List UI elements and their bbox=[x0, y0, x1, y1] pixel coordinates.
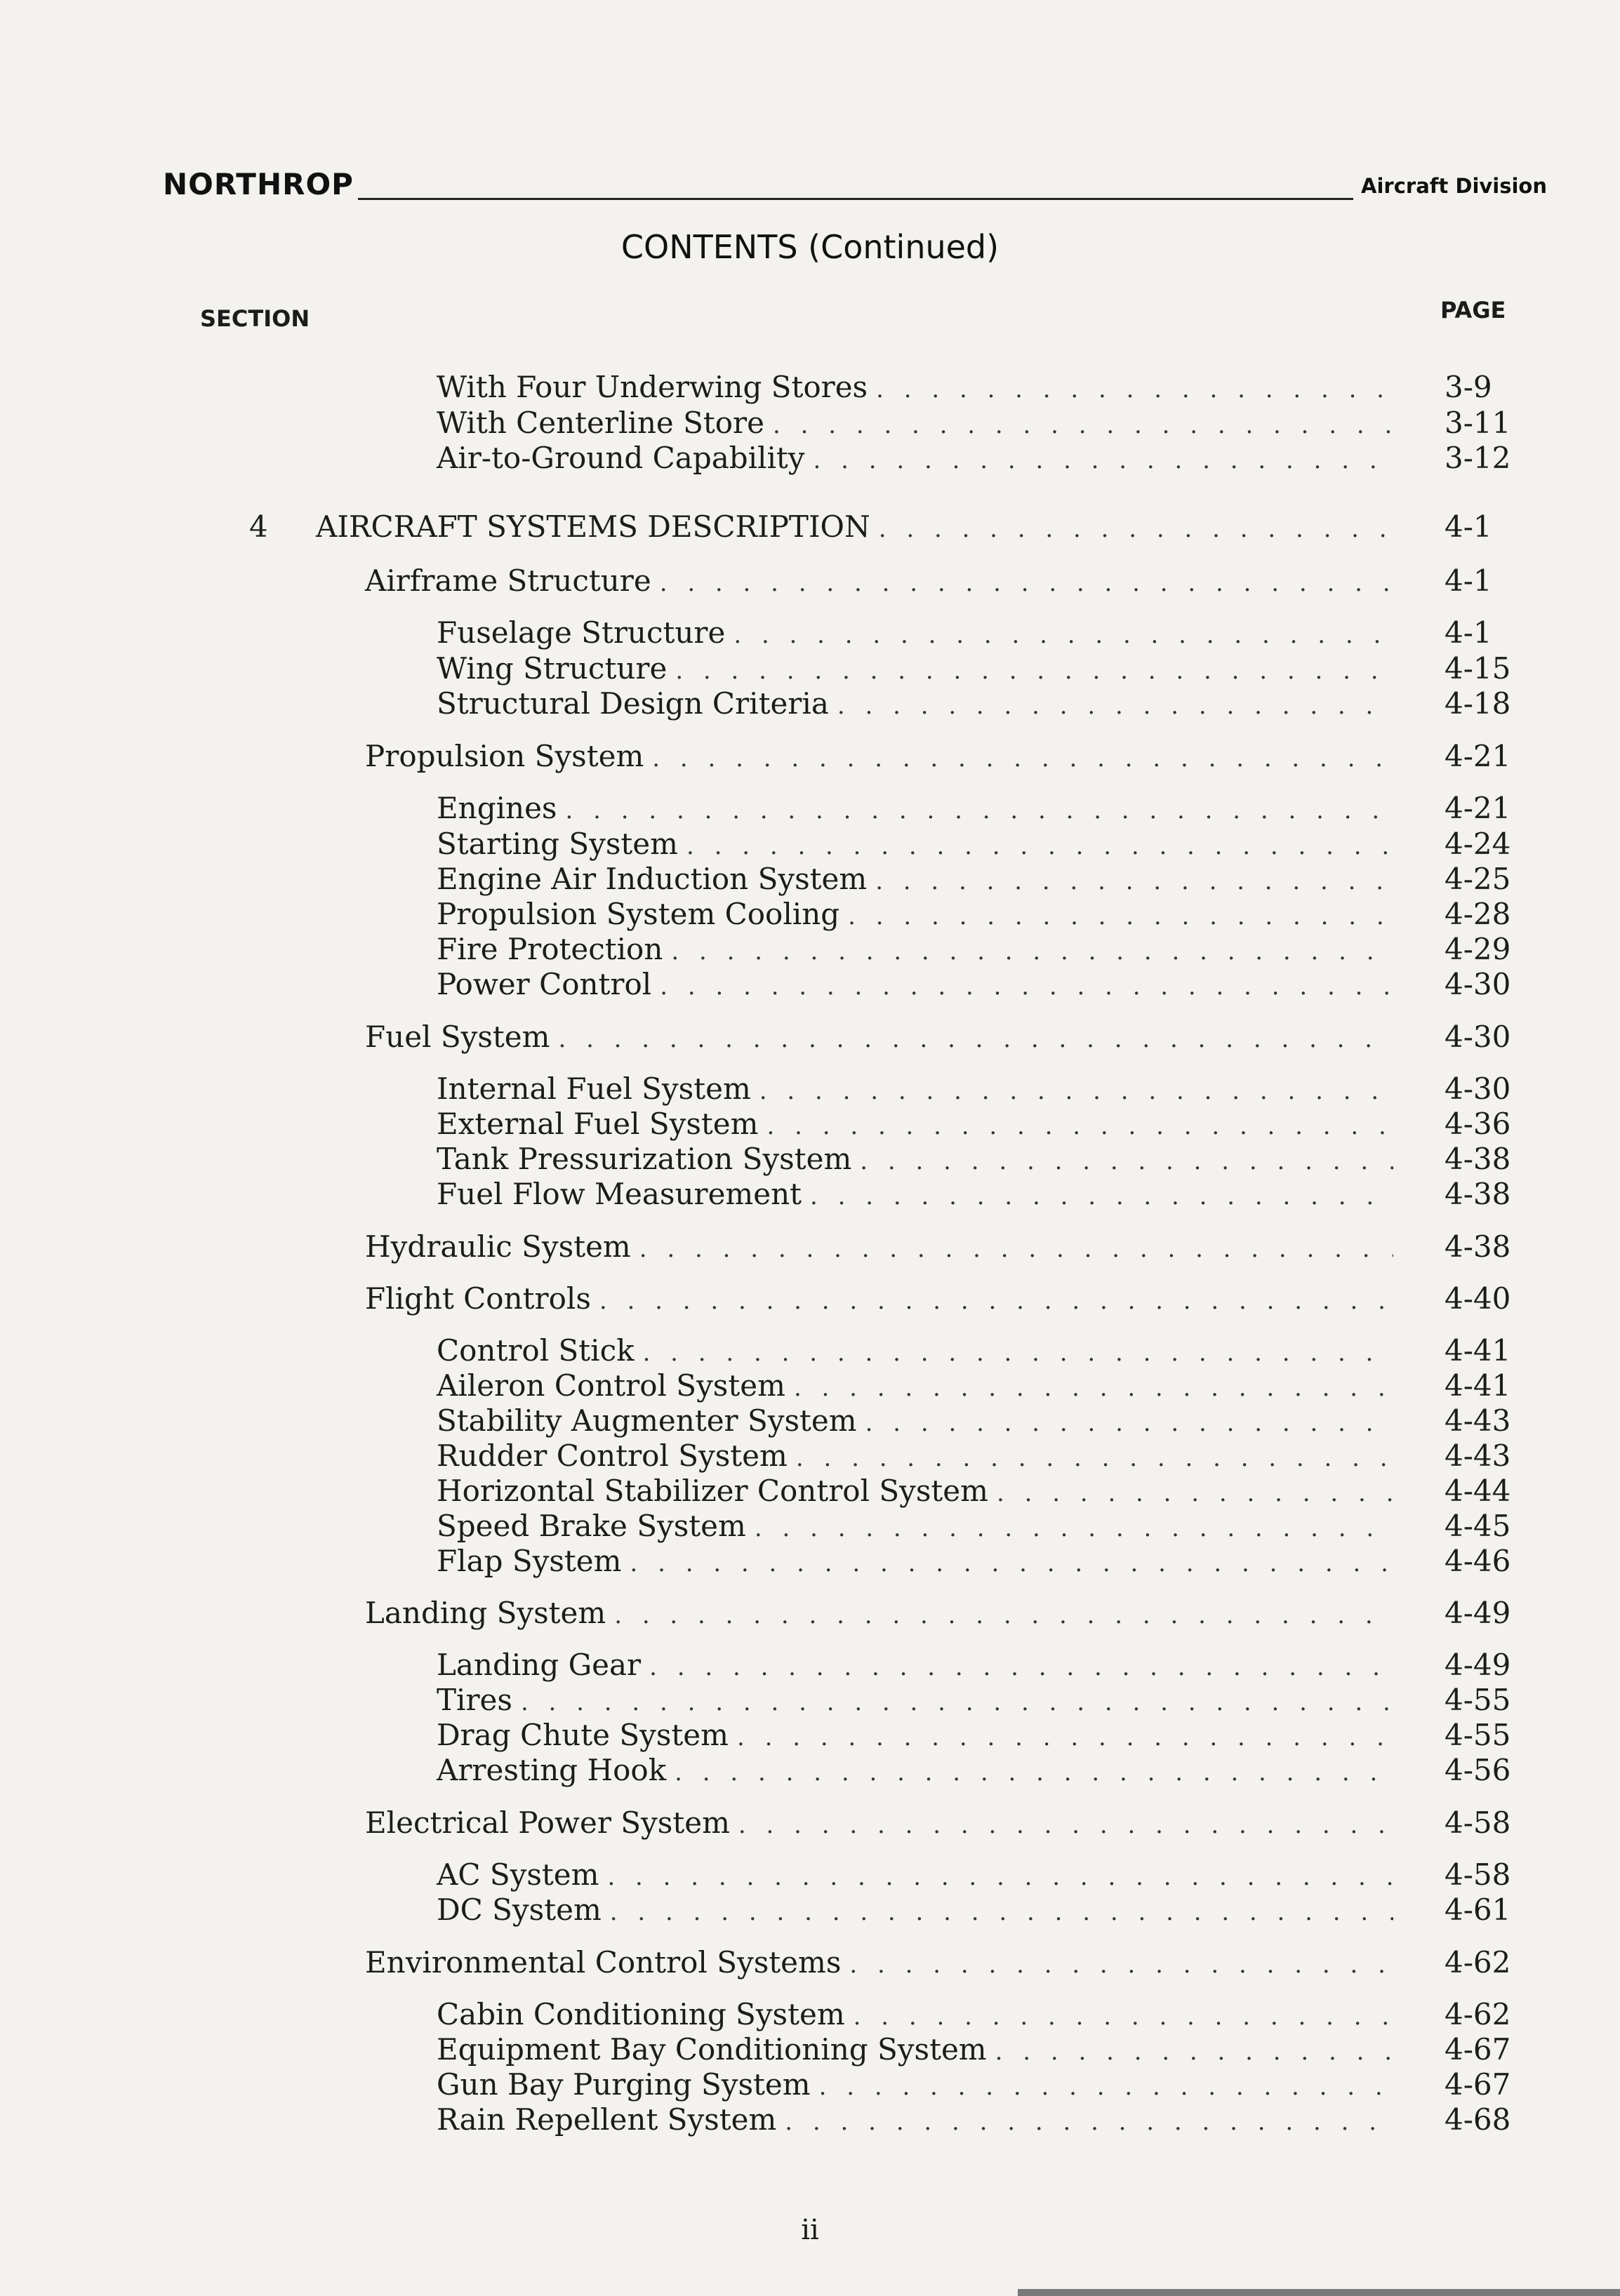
toc-entry-label: Environmental Control Systems bbox=[365, 1945, 842, 1980]
toc-entry bbox=[437, 686, 1393, 721]
toc-dot-leader bbox=[997, 1476, 1393, 1511]
toc-entry bbox=[365, 1596, 1393, 1631]
toc-page-number: 4-68 bbox=[1445, 2102, 1511, 2137]
toc-page-number: 4-1 bbox=[1445, 615, 1492, 650]
toc-page-number: 4-45 bbox=[1445, 1509, 1511, 1543]
toc-dot-leader bbox=[652, 741, 1393, 776]
toc-entry bbox=[437, 441, 1393, 476]
toc-page-number: 4-30 bbox=[1445, 1072, 1511, 1106]
toc-page-number: 4-55 bbox=[1445, 1683, 1511, 1717]
toc-dot-leader bbox=[610, 1895, 1393, 1930]
toc-entry bbox=[437, 827, 1393, 862]
toc-dot-leader bbox=[660, 566, 1393, 601]
toc-entry-label: Propulsion System bbox=[365, 739, 644, 773]
toc-entry-label: Fuel Flow Measurement bbox=[437, 1177, 802, 1211]
toc-page-number: 4-62 bbox=[1445, 1997, 1511, 2031]
toc-entry-label: Fire Protection bbox=[437, 932, 663, 966]
toc-dot-leader bbox=[854, 1999, 1393, 2034]
toc-entry bbox=[437, 1648, 1393, 1683]
toc-dot-leader bbox=[794, 1370, 1393, 1406]
toc-dot-leader bbox=[814, 443, 1393, 478]
toc-entry-label: AIRCRAFT SYSTEMS DESCRIPTION bbox=[316, 509, 870, 544]
toc-page-number: 4-46 bbox=[1445, 1544, 1511, 1578]
toc-dot-leader bbox=[675, 1755, 1393, 1790]
toc-entry bbox=[437, 932, 1393, 967]
toc-entry-label: Propulsion System Cooling bbox=[437, 897, 840, 931]
toc-page-number: 4-43 bbox=[1445, 1403, 1511, 1438]
toc-page-number: 3-9 bbox=[1445, 370, 1492, 404]
toc-dot-leader bbox=[773, 408, 1393, 443]
toc-page-number: 4-62 bbox=[1445, 1945, 1511, 1980]
toc-page-number: 4-67 bbox=[1445, 2067, 1511, 2102]
toc-entry bbox=[365, 563, 1393, 599]
toc-dot-leader bbox=[819, 2069, 1393, 2104]
header-rule bbox=[358, 198, 1353, 200]
page-folio: ii bbox=[801, 2214, 819, 2246]
toc-entry bbox=[365, 1229, 1393, 1264]
toc-dot-leader bbox=[837, 688, 1393, 723]
toc-dot-leader bbox=[737, 1720, 1393, 1755]
toc-entry bbox=[437, 1072, 1393, 1107]
toc-dot-leader bbox=[738, 1808, 1393, 1843]
toc-dot-leader bbox=[849, 1947, 1393, 1982]
toc-page-number: 4-38 bbox=[1445, 1229, 1511, 1264]
toc-dot-leader bbox=[607, 1860, 1393, 1895]
toc-entry-label: Tires bbox=[437, 1683, 512, 1717]
toc-dot-leader bbox=[848, 899, 1393, 934]
toc-entry bbox=[437, 1177, 1393, 1212]
toc-page-number: 4-38 bbox=[1445, 1177, 1511, 1211]
toc-page-number: 4-44 bbox=[1445, 1474, 1511, 1508]
toc-entry-label: Arresting Hook bbox=[437, 1753, 667, 1787]
toc-page-number: 4-38 bbox=[1445, 1142, 1511, 1176]
toc-page-number: 4-18 bbox=[1445, 686, 1511, 721]
toc-entry-label: Tank Pressurization System bbox=[437, 1142, 852, 1176]
section-column-heading: SECTION bbox=[200, 305, 310, 332]
toc-dot-leader bbox=[599, 1283, 1393, 1319]
toc-entry-label: Stability Augmenter System bbox=[437, 1403, 857, 1438]
toc-entry bbox=[437, 791, 1393, 826]
toc-dot-leader bbox=[643, 1335, 1393, 1370]
toc-dot-leader bbox=[686, 829, 1393, 864]
toc-dot-leader bbox=[796, 1441, 1393, 1476]
toc-entry-label: Rudder Control System bbox=[437, 1439, 788, 1473]
toc-dot-leader bbox=[558, 1022, 1393, 1057]
toc-page-number: 4-21 bbox=[1445, 739, 1511, 773]
toc-page-number: 4-15 bbox=[1445, 651, 1511, 686]
toc-entry-label: Engines bbox=[437, 791, 557, 825]
toc-entry-label: Internal Fuel System bbox=[437, 1072, 751, 1106]
toc-entry-label: Flap System bbox=[437, 1544, 622, 1578]
toc-entry-label: Horizontal Stabilizer Control System bbox=[437, 1474, 988, 1508]
toc-page-number: 4-24 bbox=[1445, 827, 1511, 861]
toc-dot-leader bbox=[876, 372, 1393, 407]
toc-page-number: 4-29 bbox=[1445, 932, 1511, 966]
toc-page-number: 4-49 bbox=[1445, 1596, 1511, 1630]
toc-entry bbox=[437, 1142, 1393, 1177]
toc-entry-label: Wing Structure bbox=[437, 651, 668, 686]
toc-page-number: 4-49 bbox=[1445, 1648, 1511, 1682]
toc-entry bbox=[437, 370, 1393, 405]
toc-page-number: 4-43 bbox=[1445, 1439, 1511, 1473]
toc-entry bbox=[249, 509, 1393, 545]
toc-entry-label: Electrical Power System bbox=[365, 1806, 730, 1840]
toc-dot-leader bbox=[630, 1546, 1393, 1581]
division-label: Aircraft Division bbox=[1361, 174, 1547, 198]
toc-entry-label: Control Stick bbox=[437, 1333, 635, 1368]
toc-entry-label: Engine Air Induction System bbox=[437, 862, 868, 896]
toc-page-number: 4-36 bbox=[1445, 1107, 1511, 1141]
toc-page-number: 4-25 bbox=[1445, 862, 1511, 896]
toc-page-number: 3-11 bbox=[1445, 406, 1511, 440]
toc-dot-leader bbox=[733, 618, 1393, 653]
company-brand: NORTHROP bbox=[163, 167, 354, 201]
toc-page-number: 4-28 bbox=[1445, 897, 1511, 931]
toc-entry bbox=[437, 615, 1393, 650]
toc-entry-label: Gun Bay Purging System bbox=[437, 2067, 811, 2102]
toc-dot-leader bbox=[875, 864, 1393, 899]
toc-entry bbox=[365, 1945, 1393, 1980]
toc-entry bbox=[437, 1439, 1393, 1474]
toc-page-number: 4-41 bbox=[1445, 1333, 1511, 1368]
toc-entry bbox=[437, 1368, 1393, 1403]
toc-entry bbox=[437, 1403, 1393, 1439]
toc-dot-leader bbox=[785, 2104, 1393, 2140]
toc-entry bbox=[437, 2032, 1393, 2067]
toc-page-number: 4-41 bbox=[1445, 1368, 1511, 1403]
toc-entry bbox=[437, 967, 1393, 1002]
toc-dot-leader bbox=[521, 1685, 1393, 1720]
toc-entry-label: Speed Brake System bbox=[437, 1509, 746, 1543]
toc-entry-label: Landing Gear bbox=[437, 1648, 642, 1682]
toc-page-number: 4-61 bbox=[1445, 1893, 1511, 1927]
toc-page-number: 4-58 bbox=[1445, 1857, 1511, 1892]
toc-entry-label: Fuselage Structure bbox=[437, 615, 726, 650]
toc-page-number: 4-30 bbox=[1445, 967, 1511, 1001]
toc-entry bbox=[437, 1683, 1393, 1718]
toc-entry-label: Aileron Control System bbox=[437, 1368, 785, 1403]
toc-section-number: 4 bbox=[249, 509, 268, 544]
toc-dot-leader bbox=[766, 1109, 1393, 1144]
toc-entry bbox=[437, 1544, 1393, 1579]
toc-entry bbox=[437, 862, 1393, 897]
toc-entry-label: Fuel System bbox=[365, 1020, 550, 1054]
toc-entry bbox=[437, 897, 1393, 932]
toc-entry-label: With Four Underwing Stores bbox=[437, 370, 868, 404]
toc-entry bbox=[365, 739, 1393, 774]
toc-entry-label: Drag Chute System bbox=[437, 1718, 729, 1752]
toc-dot-leader bbox=[614, 1598, 1393, 1633]
toc-page-number: 4-67 bbox=[1445, 2032, 1511, 2067]
page-title: CONTENTS (Continued) bbox=[620, 228, 1000, 266]
toc-entry-label: AC System bbox=[437, 1857, 599, 1892]
toc-entry-label: Rain Repellent System bbox=[437, 2102, 777, 2137]
toc-entry-label: Flight Controls bbox=[365, 1281, 591, 1316]
toc-entry-label: Structural Design Criteria bbox=[437, 686, 829, 721]
toc-entry bbox=[437, 1753, 1393, 1788]
toc-dot-leader bbox=[660, 969, 1393, 1004]
toc-entry-label: Power Control bbox=[437, 967, 652, 1001]
toc-page-number: 4-21 bbox=[1445, 791, 1511, 825]
toc-dot-leader bbox=[755, 1511, 1393, 1546]
toc-entry-label: Airframe Structure bbox=[365, 563, 651, 598]
toc-entry bbox=[437, 1718, 1393, 1753]
toc-dot-leader bbox=[865, 1406, 1393, 1441]
page-column-heading: PAGE bbox=[1440, 297, 1506, 323]
toc-page-number: 4-30 bbox=[1445, 1020, 1511, 1054]
toc-dot-leader bbox=[566, 793, 1394, 828]
toc-entry bbox=[437, 1474, 1393, 1509]
toc-dot-leader bbox=[810, 1179, 1393, 1214]
toc-dot-leader bbox=[860, 1144, 1393, 1179]
toc-dot-leader bbox=[671, 934, 1393, 969]
toc-entry-label: With Centerline Store bbox=[437, 406, 764, 440]
toc-dot-leader bbox=[639, 1232, 1393, 1267]
toc-entry bbox=[437, 406, 1393, 441]
toc-entry bbox=[437, 2102, 1393, 2137]
toc-page-number: 4-55 bbox=[1445, 1718, 1511, 1752]
toc-entry-label: Starting System bbox=[437, 827, 678, 861]
toc-entry bbox=[437, 2067, 1393, 2102]
toc-entry bbox=[437, 1107, 1393, 1142]
toc-entry bbox=[437, 1893, 1393, 1928]
toc-dot-leader bbox=[995, 2034, 1393, 2069]
toc-entry bbox=[365, 1281, 1393, 1316]
toc-entry bbox=[437, 1509, 1393, 1544]
page-header bbox=[163, 167, 1547, 209]
toc-page-number: 4-58 bbox=[1445, 1806, 1511, 1840]
toc-entry bbox=[437, 1333, 1393, 1368]
toc-entry bbox=[437, 1997, 1393, 2032]
toc-entry-label: Landing System bbox=[365, 1596, 606, 1630]
toc-page-number: 4-1 bbox=[1445, 509, 1492, 544]
toc-entry bbox=[437, 651, 1393, 686]
toc-dot-leader bbox=[675, 653, 1393, 688]
toc-page-number: 4-40 bbox=[1445, 1281, 1511, 1316]
toc-entry bbox=[437, 1857, 1393, 1893]
toc-entry bbox=[365, 1020, 1393, 1055]
toc-dot-leader bbox=[759, 1074, 1393, 1109]
toc-entry-label: Hydraulic System bbox=[365, 1229, 631, 1264]
toc-entry bbox=[365, 1806, 1393, 1841]
scan-edge-shadow bbox=[1018, 2289, 1620, 2296]
toc-page-number: 4-56 bbox=[1445, 1753, 1511, 1787]
toc-entry-label: Cabin Conditioning System bbox=[437, 1997, 845, 2031]
toc-entry-label: Air-to-Ground Capability bbox=[437, 441, 805, 475]
toc-page-number: 4-1 bbox=[1445, 563, 1492, 598]
toc-page-number: 3-12 bbox=[1445, 441, 1511, 475]
toc-dot-leader bbox=[649, 1650, 1393, 1685]
toc-entry-label: Equipment Bay Conditioning System bbox=[437, 2032, 987, 2067]
toc-entry-label: External Fuel System bbox=[437, 1107, 759, 1141]
toc-entry-label: DC System bbox=[437, 1893, 602, 1927]
toc-dot-leader bbox=[879, 512, 1393, 547]
